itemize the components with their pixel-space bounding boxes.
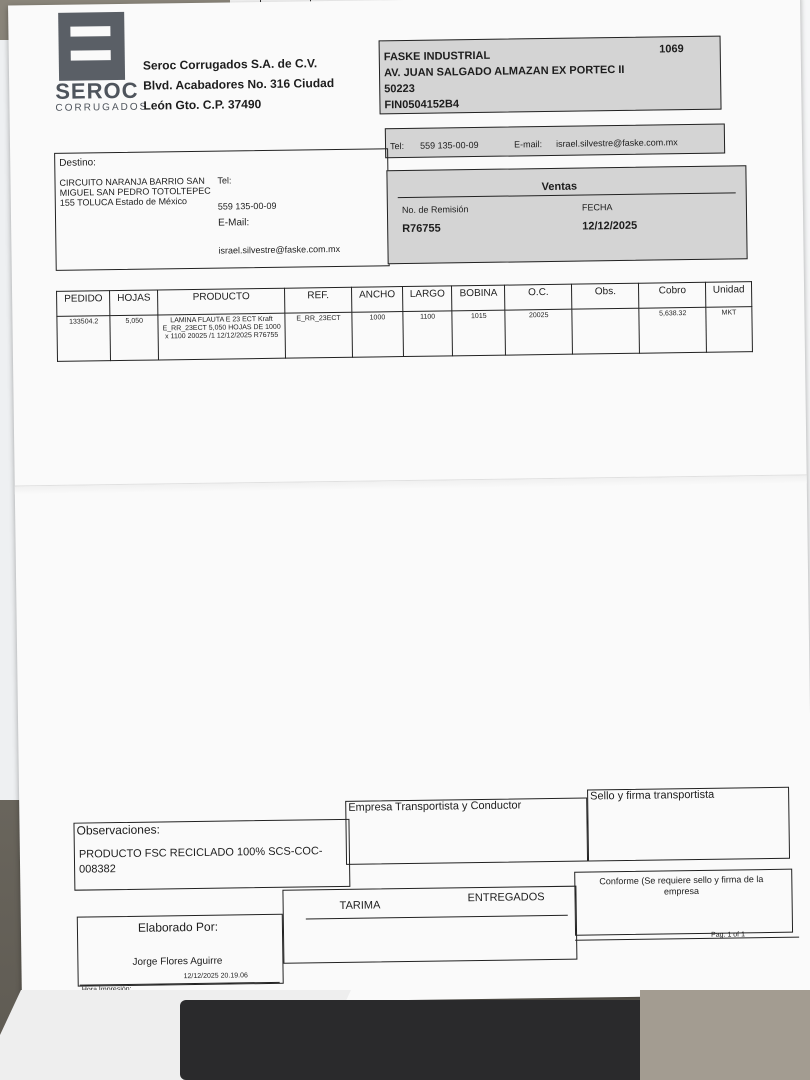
col-largo: LARGO	[402, 286, 452, 312]
logo-text: SEROC	[55, 77, 139, 104]
remision-number: R76755	[402, 222, 441, 236]
observaciones-value: PRODUCTO FSC RECICLADO 100% SCS-COC-008382	[78, 845, 323, 876]
company-info	[143, 53, 335, 116]
ventas-title: Ventas	[541, 180, 578, 194]
client-postal: 50223	[384, 82, 415, 96]
destino-box	[54, 148, 390, 271]
cell-unidad: MKT	[706, 307, 752, 353]
company-logo	[54, 12, 149, 123]
cell-ref: E_RR_23ECT	[285, 312, 353, 358]
hora-value: 12/12/2025 20.19.06	[183, 972, 248, 981]
page-number: Pag. 1 of 1	[711, 931, 745, 939]
fecha-value: 12/12/2025	[582, 219, 638, 233]
destino-tel-label: Tel:	[217, 175, 232, 186]
cell-producto: LAMINA FLAUTA E 23 ECT Kraft E_RR_23ECT 5,050 HOJAS DE 1000 x 1100 20025 /1 12/12/2025 R76755	[158, 313, 286, 360]
destino-tel: 559 135-00-09	[217, 200, 277, 212]
entregados-label: ENTREGADOS	[467, 891, 545, 905]
company-name: Seroc Corrugados S.A. de C.V.	[142, 56, 318, 73]
col-ref: REF.	[285, 287, 352, 313]
company-address-1: Blvd. Acabadores No. 316 Ciudad	[143, 75, 335, 93]
tarima-box	[282, 886, 577, 964]
client-box	[379, 36, 722, 115]
destino-email-label: E-Mail:	[218, 217, 250, 229]
conforme-label: Conforme (Se requiere sello y firma de la empresa	[599, 874, 764, 897]
tarima-label: TARIMA	[339, 899, 381, 912]
elaborado-label: Elaborado Por:	[137, 919, 219, 935]
client-number: 1069	[659, 43, 684, 56]
col-oc: O.C.	[505, 284, 572, 310]
items-table	[56, 281, 753, 362]
contact-tel: 559 135-00-09	[419, 139, 479, 151]
transportista-label: Empresa Transportista y Conductor	[348, 799, 522, 814]
cell-oc: 20025	[505, 309, 573, 355]
destino-label: Destino:	[59, 157, 97, 169]
col-producto: PRODUCTO	[158, 288, 285, 315]
client-address: AV. JUAN SALGADO ALMAZAN EX PORTEC II	[383, 63, 625, 80]
elaborado-value: Jorge Flores Aguirre	[132, 955, 223, 968]
remision-label: No. de Remisión	[401, 204, 469, 216]
conforme-box	[574, 869, 793, 939]
elaborado-box	[77, 914, 284, 987]
paper-fold-shadow	[15, 475, 807, 494]
cell-pedido: 133504.2	[57, 316, 111, 362]
col-bobina: BOBINA	[452, 285, 505, 311]
observaciones-box	[73, 819, 350, 891]
cell-ancho: 1000	[352, 312, 403, 358]
cell-hojas: 5,050	[110, 315, 158, 361]
contact-box	[385, 124, 725, 159]
sello-box	[587, 787, 790, 862]
observaciones-label: Observaciones:	[76, 822, 161, 838]
logo-subtext: CORRUGADOS	[55, 101, 149, 114]
col-cobro: Cobro	[639, 282, 706, 308]
cell-obs	[572, 308, 640, 354]
client-name: FASKE INDUSTRIAL	[383, 49, 491, 64]
logo-mark	[58, 12, 125, 81]
remision-document	[8, 0, 810, 1005]
cell-largo: 1100	[403, 311, 453, 357]
transportista-box	[345, 798, 588, 865]
col-pedido: PEDIDO	[57, 291, 111, 317]
contact-email-label: E-mail:	[513, 139, 543, 150]
contact-tel-label: Tel:	[389, 141, 405, 152]
fecha-label: FECHA	[581, 202, 613, 213]
col-obs: Obs.	[572, 283, 639, 309]
cell-bobina: 1015	[452, 310, 505, 356]
footer-line	[575, 937, 799, 941]
destino-email: israel.silvestre@faske.com.mx	[218, 243, 341, 256]
ventas-box	[386, 165, 747, 264]
contact-email: israel.silvestre@faske.com.mx	[555, 137, 678, 149]
col-unidad: Unidad	[706, 282, 752, 308]
table-row	[57, 307, 753, 362]
destino-address: CIRCUITO NARANJA BARRIO SAN MIGUEL SAN PEDRO TOTOLTEPEC 155 TOLUCA Estado de México	[59, 175, 211, 208]
col-hojas: HOJAS	[110, 290, 158, 316]
company-address-2: León Gto. C.P. 37490	[143, 97, 262, 113]
ventas-divider	[398, 192, 736, 198]
sello-label: Sello y firma transportista	[590, 788, 715, 803]
cell-cobro: 5,638.32	[639, 307, 707, 353]
col-ancho: ANCHO	[352, 287, 403, 313]
client-rfc: FIN0504152B4	[384, 98, 460, 112]
dark-object	[180, 1000, 680, 1080]
tarima-divider	[306, 915, 568, 920]
desk-surface	[640, 990, 810, 1080]
